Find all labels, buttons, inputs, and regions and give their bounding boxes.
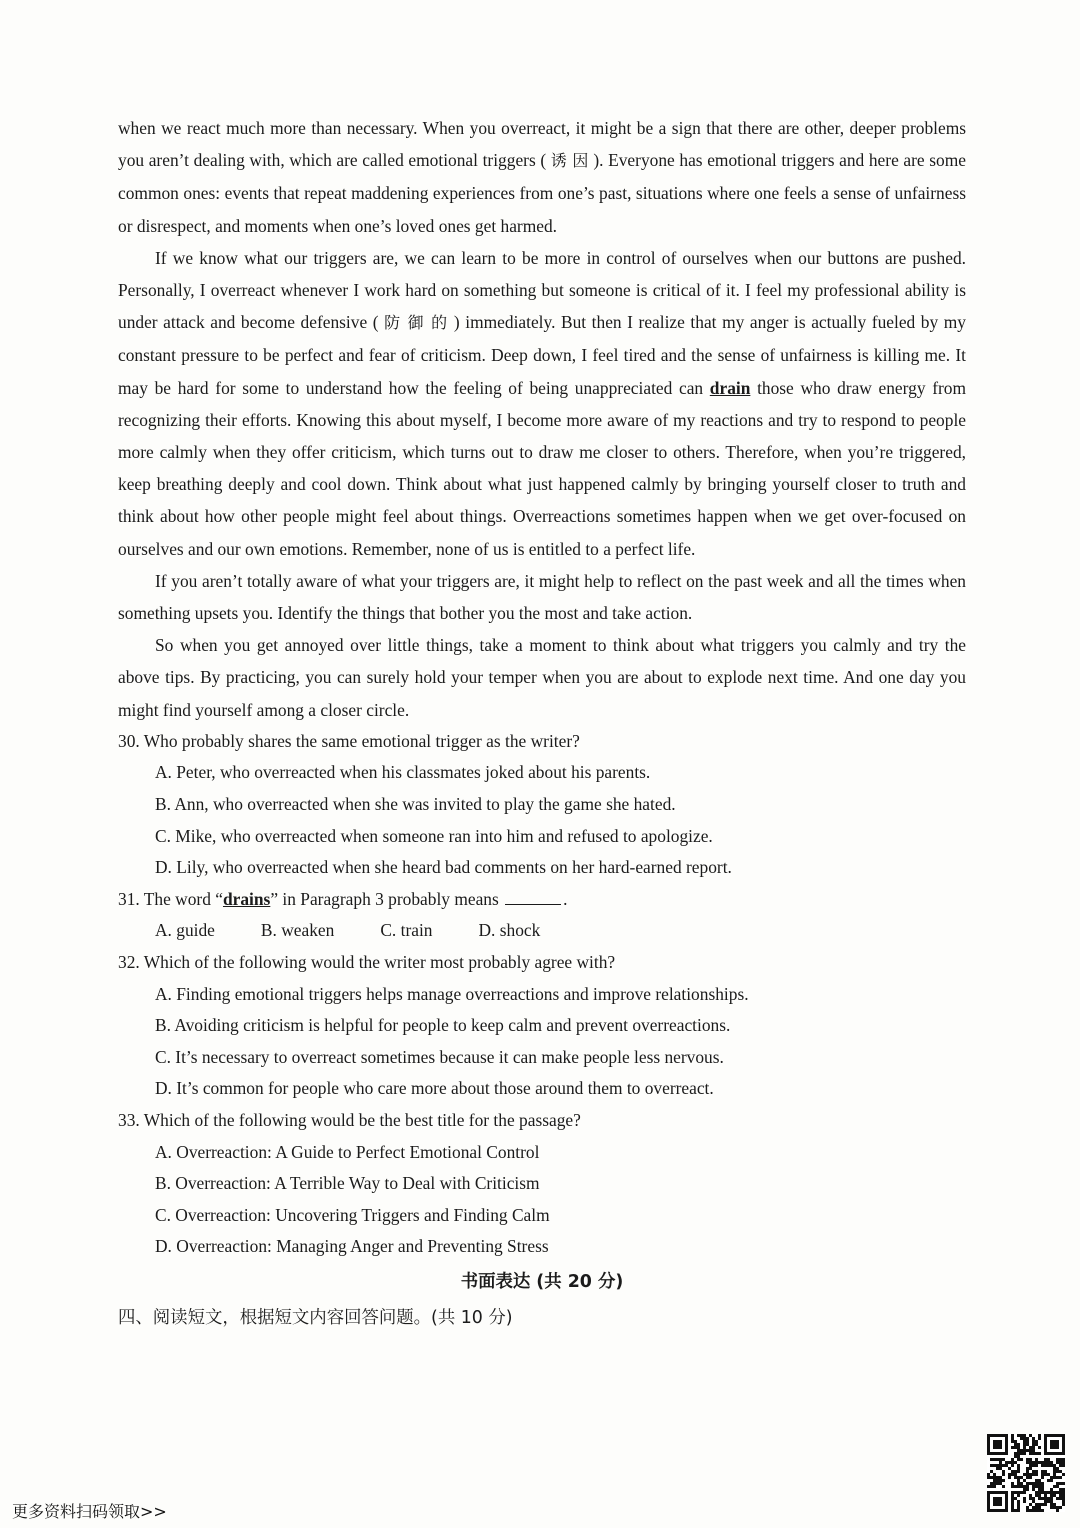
question-33 (118, 1105, 966, 1263)
question-30-option-b: B. Ann, who overreacted when she was invited to play the game she hated. (155, 794, 676, 815)
question-31-options (155, 915, 966, 947)
question-31-stem-a: 31. The word “ (118, 888, 223, 909)
paragraph-1 (118, 112, 966, 242)
paragraph-2 (118, 242, 966, 565)
question-33-option-c: C. Overreaction: Uncovering Triggers and Finding Calm (155, 1204, 550, 1225)
question-31 (118, 884, 966, 947)
chinese-gloss-defensive: 防 御 的 (384, 313, 449, 333)
highlighted-word-drain: drain (709, 377, 751, 398)
chinese-gloss-triggers: 诱 因 (550, 151, 589, 171)
paragraph-1-text-a: when we react much more than necessary. When you overreact, it might be a sign that there are other, deeper problems you aren’t dealing with, which are called emotional triggers ( (118, 118, 966, 171)
question-31-stem-b: ” in Paragraph 3 probably means (270, 888, 499, 909)
question-33-option-a: A. Overreaction: A Guide to Perfect Emotional Control (155, 1141, 540, 1162)
paragraph-2-text-a: If we know what our triggers are, we can learn to be more in control of ourselves when our buttons are pushed. Personally, I overreact whenever I work hard on something but someone is critical of it. I feel my professional ability is under attack and become defensive ( (118, 247, 966, 333)
question-32-option-d: D. It’s common for people who care more about those around them to overreact. (155, 1078, 714, 1099)
answer-blank (505, 890, 561, 905)
qr-code-icon[interactable] (987, 1434, 1065, 1512)
question-31-stem (118, 884, 966, 916)
paragraph-4: So when you get annoyed over little things, take a moment to think about what triggers you calmly and try the above tips. By practicing, you can surely hold your temper when you are about to explode next time. And one day you might find yourself among a closer circle. (118, 635, 966, 720)
question-33-option-b: B. Overreaction: A Terrible Way to Deal with Criticism (155, 1173, 540, 1194)
question-32-option-c: C. It’s necessary to overreact sometimes because it can make people less nervous. (155, 1046, 724, 1067)
paragraph-2-text-b: ) immediately. But then I realize that my anger is actually fueled by my constant pressure to be perfect and fear of criticism. Deep down, I feel tired and the sense of unfairness is killing me. It may be hard for some to understand how the feeling of being unappreciated can (118, 312, 966, 398)
paragraph-1-text-b: ). Everyone has emotional triggers and here are some common ones: events that repeat maddening experiences from one’s past, situations where one feels a sense of unfairness or disrespect, and moments when one’s loved ones get harmed. (118, 150, 966, 236)
question-30-option-d: D. Lily, who overreacted when she heard bad comments on her hard-earned report. (155, 857, 732, 878)
question-32-option-a: A. Finding emotional triggers helps manage overreactions and improve relationships. (155, 983, 749, 1004)
question-31-option-d: D. shock (478, 920, 541, 941)
question-30-option-c: C. Mike, who overreacted when someone ran into him and refused to apologize. (155, 825, 713, 846)
part-four-heading: 四、阅读短文，根据短文内容回答问题。(共 10 分) (118, 1307, 513, 1328)
section-title-writing: 书面表达 (共 20 分) (460, 1271, 624, 1292)
question-30 (118, 726, 966, 884)
question-31-option-b: B. weaken (260, 920, 335, 941)
question-32-option-b: B. Avoiding criticism is helpful for people to keep calm and prevent overreactions. (155, 1015, 731, 1036)
question-31-option-a: A. guide (155, 920, 215, 941)
footer-promo-text[interactable]: 更多资料扫码领取>> (12, 1502, 167, 1521)
paragraph-3: If you aren’t totally aware of what your triggers are, it might help to reflect on the past week and all the times when something upsets you. Identify the things that bother you the most and take action. (118, 570, 966, 624)
question-31-option-c: C. train (380, 920, 433, 941)
question-31-word: drains (222, 888, 271, 909)
question-33-option-d: D. Overreaction: Managing Anger and Preventing Stress (155, 1236, 549, 1257)
question-30-option-a: A. Peter, who overreacted when his classmates joked about his parents. (155, 762, 651, 783)
question-30-stem: 30. Who probably shares the same emotional trigger as the writer? (118, 730, 580, 751)
question-32-stem: 32. Which of the following would the writer most probably agree with? (118, 952, 616, 973)
question-32 (118, 947, 966, 1105)
exam-page (118, 112, 966, 1334)
question-31-stem-end: . (563, 888, 568, 909)
paragraph-2-text-c: those who draw energy from recognizing their efforts. Knowing this about myself, I become more aware of my reactions and try to respond to people more calmly when they offer criticism, which turns out to draw me closer to others. Therefore, when you’re triggered, keep breathing deeply and cool down. Think about what just happened calmly by bringing yourself closer to truth and think about how other people might feel about things. Overreactions sometimes happen when we get over-focused on ourselves and our own emotions. Remember, none of us is entitled to a perfect life. (118, 377, 966, 559)
question-33-stem: 33. Which of the following would be the best title for the passage? (118, 1109, 581, 1130)
